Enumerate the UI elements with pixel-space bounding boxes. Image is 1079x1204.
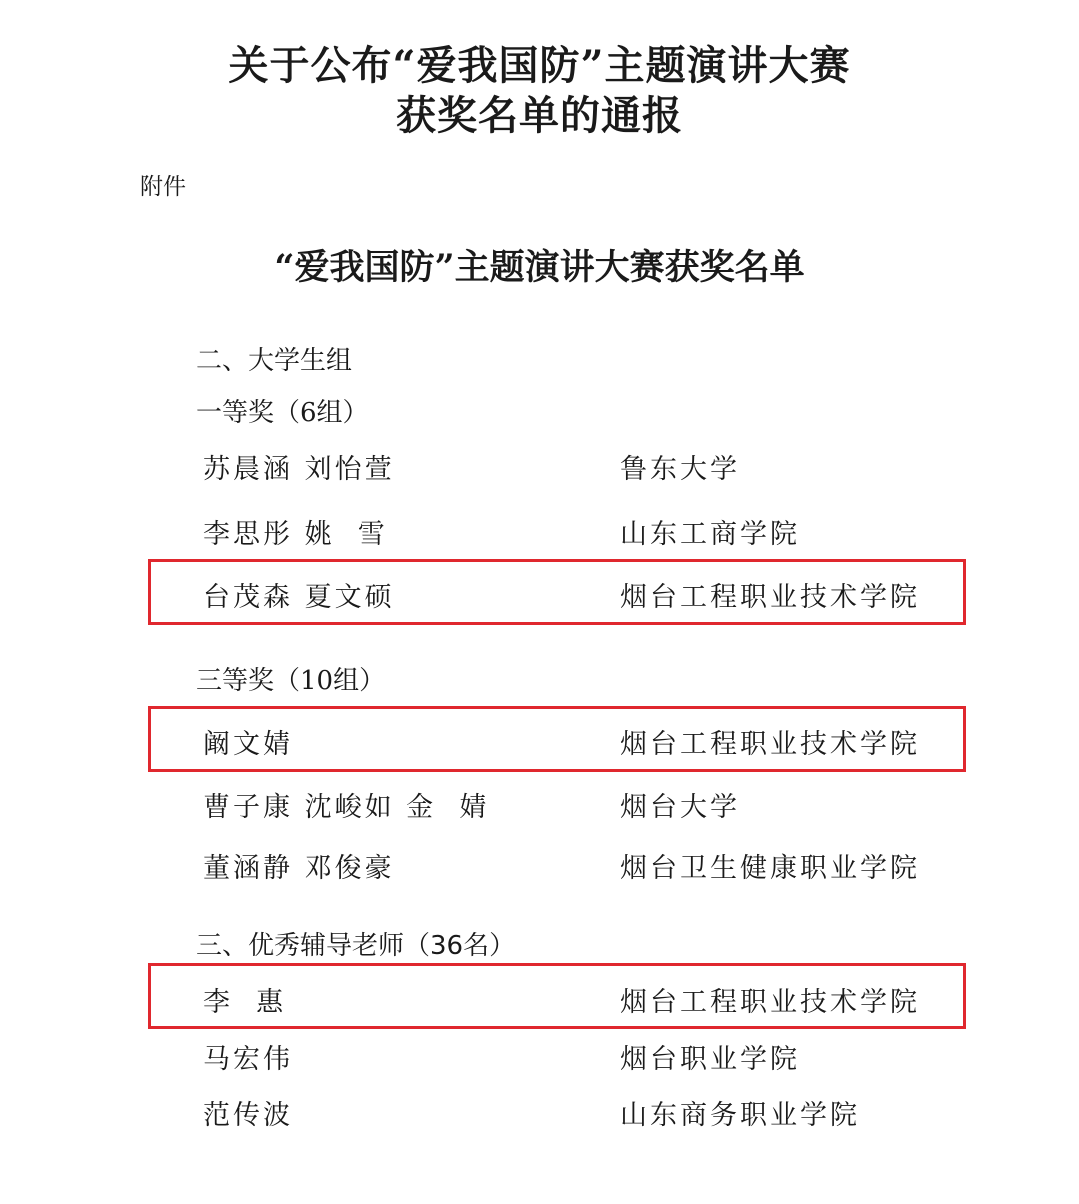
teacher-school: 山东商务职业学院 xyxy=(620,1100,860,1131)
teacher-name: 范传波 xyxy=(203,1100,293,1131)
document-title-line-1: 关于公布“爱我国防”主题演讲大赛 xyxy=(228,42,851,89)
list-item xyxy=(0,447,1079,487)
section-heading-teachers: 三、优秀辅导老师（36名） xyxy=(196,931,516,961)
list-item xyxy=(0,846,1079,886)
winner-names: 李思彤 姚 雪 xyxy=(203,519,388,550)
list-item xyxy=(0,512,1079,552)
document-title-line-2: 获奖名单的通报 xyxy=(396,92,683,139)
first-prize-label: 一等奖（6组） xyxy=(196,398,369,428)
teacher-name: 李 惠 xyxy=(203,987,287,1018)
section-heading-college-group: 二、大学生组 xyxy=(196,346,353,376)
list-item xyxy=(0,785,1079,825)
winner-school: 烟台卫生健康职业学院 xyxy=(620,853,920,884)
winner-school: 山东工商学院 xyxy=(620,519,800,550)
winner-names: 阚文婧 xyxy=(203,729,293,760)
list-item-highlighted xyxy=(0,980,1079,1020)
winner-school: 烟台工程职业技术学院 xyxy=(620,729,920,760)
award-list-title: “爱我国防”主题演讲大赛获奖名单 xyxy=(274,247,805,288)
winner-school: 烟台工程职业技术学院 xyxy=(620,582,920,613)
winner-names: 董涵静 邓俊豪 xyxy=(203,853,395,884)
winner-school: 烟台大学 xyxy=(620,792,740,823)
teacher-school: 烟台工程职业技术学院 xyxy=(620,987,920,1018)
winner-names: 曹子康 沈峻如 金 婧 xyxy=(203,792,490,823)
list-item-highlighted xyxy=(0,575,1079,615)
winner-names: 苏晨涵 刘怡萱 xyxy=(203,454,395,485)
list-item xyxy=(0,1037,1079,1077)
list-item xyxy=(0,1093,1079,1133)
attachment-label: 附件 xyxy=(140,174,186,200)
winner-names: 台茂森 夏文硕 xyxy=(203,582,395,613)
third-prize-label: 三等奖（10组） xyxy=(196,666,386,696)
winner-school: 鲁东大学 xyxy=(620,454,740,485)
list-item-highlighted xyxy=(0,722,1079,762)
teacher-name: 马宏伟 xyxy=(203,1044,293,1075)
teacher-school: 烟台职业学院 xyxy=(620,1044,800,1075)
